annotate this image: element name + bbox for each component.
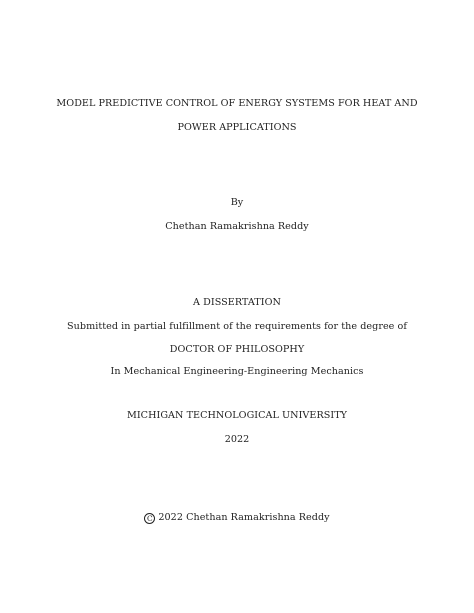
university-name: MICHIGAN TECHNOLOGICAL UNIVERSITY	[126, 410, 348, 421]
degree-name: DOCTOR OF PHILOSOPHY	[169, 344, 305, 355]
copyright-notice	[20, 512, 454, 524]
title-line-2: POWER APPLICATIONS	[177, 122, 297, 133]
copyright-icon: C	[144, 513, 155, 524]
document-type: A DISSERTATION	[193, 297, 281, 308]
title-line-1: MODEL PREDICTIVE CONTROL OF ENERGY SYSTEMS FOR HEAT AND	[56, 98, 418, 109]
field-of-study: In Mechanical Engineering-Engineering Mechanics	[110, 366, 364, 377]
author-name: Chethan Ramakrishna Reddy	[165, 221, 309, 232]
copyright-text: 2022 Chethan Ramakrishna Reddy	[158, 512, 330, 523]
year: 2022	[224, 434, 250, 445]
by-label: By	[230, 197, 244, 208]
submitted-statement: Submitted in partial fulfillment of the requirements for the degree of	[67, 321, 407, 332]
